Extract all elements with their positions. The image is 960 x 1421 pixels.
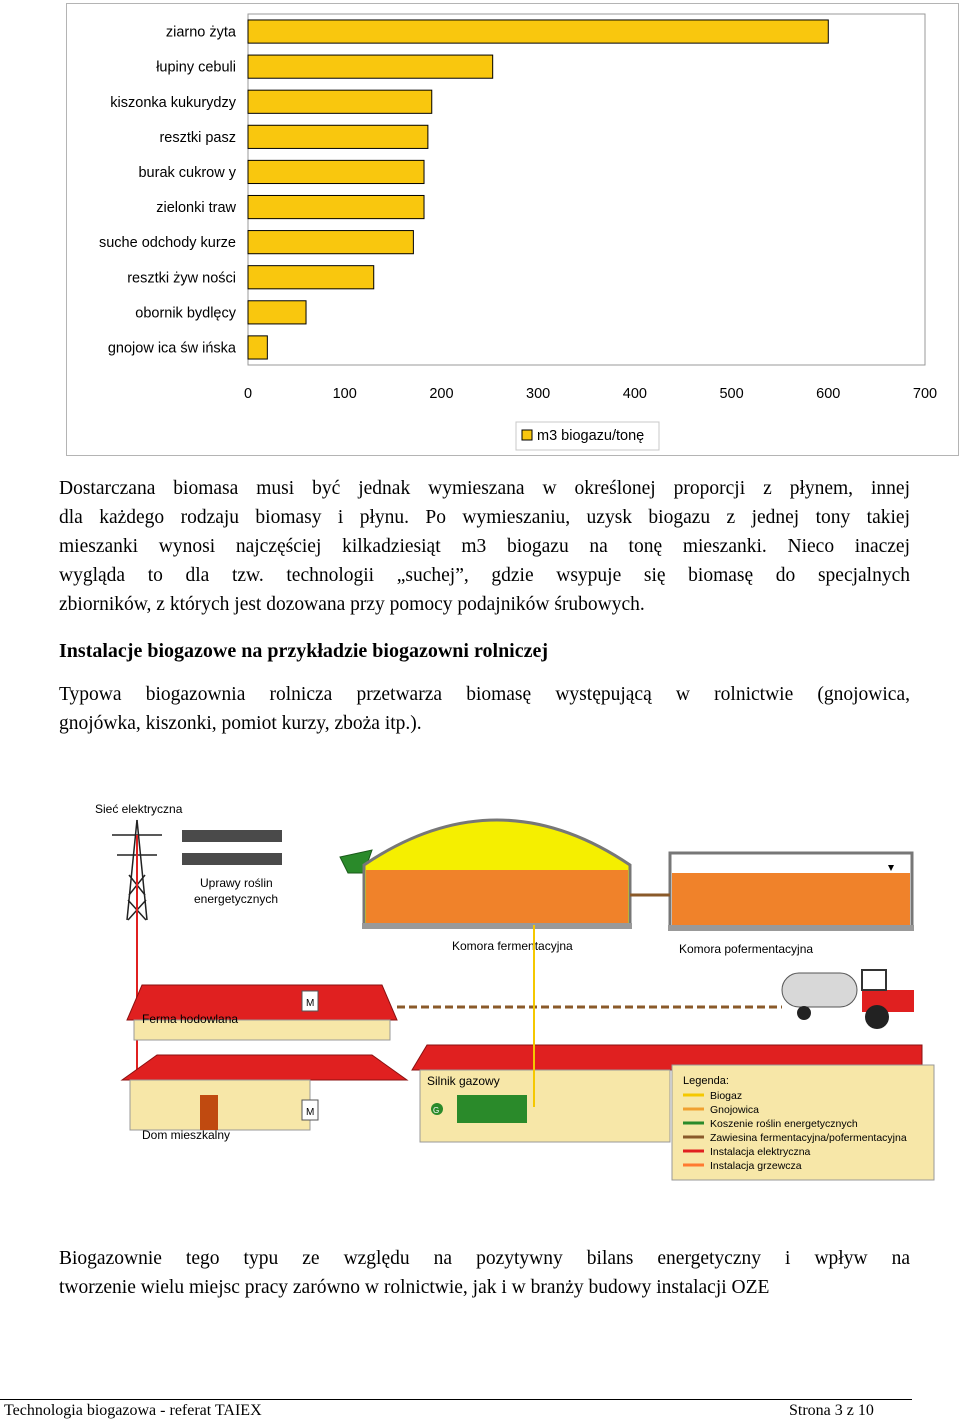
category-label: suche odchody kurze [98,235,236,252]
footer-rule [0,1399,912,1400]
legend-item-label: Gnojowica [710,1104,760,1116]
category-label: zielonki traw [156,200,236,217]
label-crops-2: energetycznych [194,892,279,906]
legend-item-label: Koszenie roślin energetycznych [710,1118,858,1130]
text-line: gnojówka, kiszonki, pomiot kurzy, zboża itp.). [59,713,422,734]
house-building [122,1055,407,1130]
legend-title: Legenda: [683,1075,729,1087]
fermentation-chamber [362,820,632,929]
engine-icon [457,1095,527,1123]
bar [248,266,374,289]
label-post-fermentation: Komora pofermentacyjna [679,942,814,956]
label-fermentation: Komora fermentacyjna [452,939,573,953]
category-label: ziarno żyta [165,24,236,41]
x-tick-label: 400 [622,386,647,402]
text-line: dla każdego rodzaju biomasy i płynu. Po wymieszaniu, uzysk biogazu z jednej tony takiej [59,507,910,528]
bar [248,231,413,254]
legend-swatch [522,430,532,440]
label-house: Dom mieszkalny [142,1128,231,1142]
bar [248,90,432,113]
door-icon [200,1095,218,1130]
bar [248,301,306,324]
legend-label: m3 biogazu/tonę [537,428,645,444]
legend-item-label: Zawiesina fermentacyjna/pofermentacyjna [710,1132,907,1144]
bar [248,55,493,78]
paragraph-typical-plant [59,680,910,738]
category-label: resztki żyw ności [127,270,236,287]
x-tick-label: 700 [912,386,938,402]
bar [248,160,424,183]
text-line: tworzenie wielu miejsc pracy zarówno w rolnictwie, jak i w branży budowy instalacji OZE [59,1277,770,1298]
x-tick-label: 600 [816,386,841,402]
paragraph-biomass-mixing [59,474,910,619]
chart-legend [516,422,659,450]
crops-icon [182,830,282,865]
label-grid: Sieć elektryczna [95,802,183,816]
category-label: gnojow ica św ińska [107,340,236,357]
text-line: Typowa biogazownia rolnicza przetwarza biomasę występującą w rolnictwie (gnojowica, [59,684,910,705]
legend-item-label: Instalacja elektryczna [710,1146,811,1158]
category-label: kiszonka kukurydzy [110,94,236,111]
text-line: Biogazownie tego typu ze względu na pozytywny bilans energetyczny i wpływ na [59,1248,910,1269]
label-farm: Ferma hodowlana [142,1012,239,1026]
tractor-icon [782,970,914,1029]
x-tick-label: 300 [526,386,551,402]
category-label: obornik bydlęcy [135,305,236,322]
text-line: zbiorników, z których jest dozowana przy pomocy podajników śrubowych. [59,594,645,615]
bar [248,20,828,43]
meter-mark: M [306,1107,315,1118]
post-fermentation-chamber [668,853,914,931]
x-tick-label: 0 [243,386,253,402]
text-line: wygląda to dla tzw. technologii „suchej”, gdzie wsypuje się biomasę do specjalnych [59,565,910,586]
chart-canvas [67,4,960,457]
text-line: mieszanki wynosi najczęściej kilkadziesiąt m3 biogazu na tonę mieszanki. Nieco inaczej [59,536,910,557]
footer-title: Technologia biogazowa - referat TAIEX [4,1402,262,1419]
x-tick-label: 500 [719,386,744,402]
bar [248,125,428,148]
category-label: łupiny cebuli [156,59,236,76]
diagram-legend [672,1065,934,1180]
bar [248,195,424,218]
biogas-plant-diagram [82,795,942,1185]
x-tick-label: 200 [429,386,454,402]
biogas-yield-chart [66,3,959,456]
generator-mark: G [433,1106,440,1115]
bar [248,336,267,359]
category-label: burak cukrow y [138,164,236,181]
label-crops-1: Uprawy roślin [200,876,273,890]
meter-mark: M [306,998,315,1009]
category-label: resztki pasz [159,129,236,146]
x-tick-label: 100 [332,386,357,402]
label-engine: Silnik gazowy [427,1074,500,1088]
footer-page-number: Strona 3 z 10 [789,1402,874,1419]
text-line: Dostarczana biomasa musi być jednak wymieszana w określonej proporcji z płynem, innej [59,478,910,499]
section-heading: Instalacje biogazowe na przykładzie biogazowni rolniczej [59,640,549,662]
paragraph-benefits [59,1244,910,1302]
legend-item-label: Biogaz [710,1090,743,1102]
legend-item-label: Instalacja grzewcza [710,1160,802,1172]
